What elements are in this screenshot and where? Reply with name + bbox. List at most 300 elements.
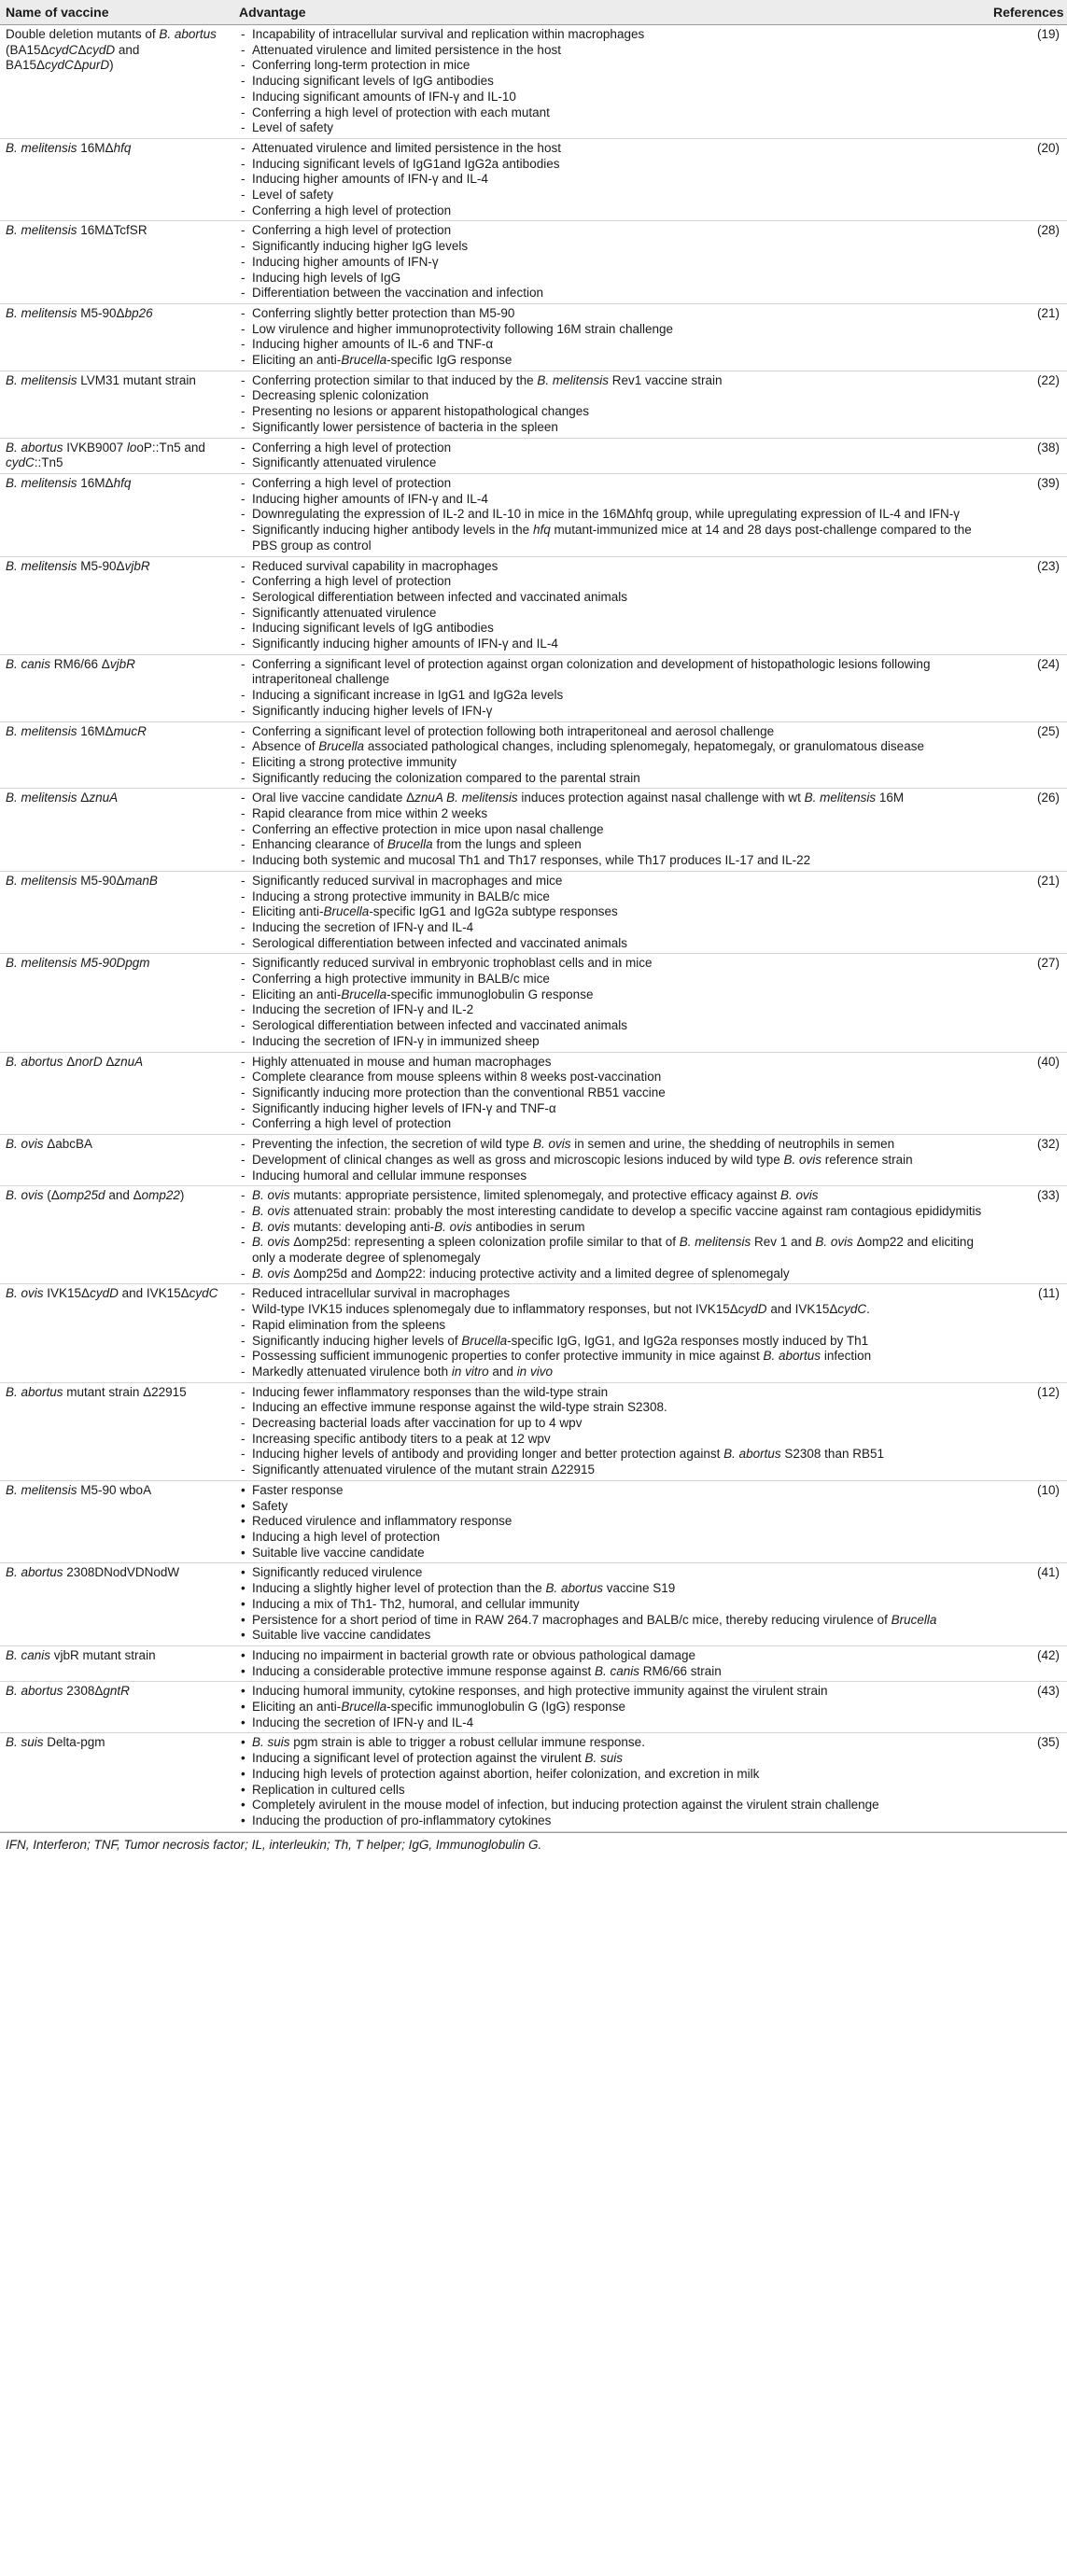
- text-run: Complete clearance from mouse spleens within 8 weeks post-vaccination: [252, 1070, 662, 1085]
- reference-cell: (23): [988, 556, 1067, 654]
- advantage-item: [241, 1767, 982, 1783]
- list-marker: -: [241, 1317, 246, 1332]
- text-run: Inducing fewer inflammatory responses than the wild-type strain: [252, 1384, 609, 1399]
- advantage-item: [241, 1267, 982, 1282]
- list-marker: -: [241, 203, 246, 217]
- list-marker: •: [241, 1545, 246, 1560]
- vaccine-name-cell: [0, 438, 233, 473]
- text-run: -specific immunoglobulin G (IgG) response: [386, 1700, 625, 1715]
- text-run: Significantly lower persistence of bacteria in the spleen: [252, 419, 558, 434]
- reference-cell: (27): [988, 954, 1067, 1052]
- italic-text: B. ovis: [783, 1152, 822, 1167]
- italic-text: gntR: [103, 1684, 130, 1699]
- text-run: Significantly inducing more protection than the conventional RB51 vaccine: [252, 1085, 666, 1099]
- italic-text: B. ovis: [532, 1137, 571, 1152]
- table-row: [0, 1186, 1067, 1284]
- text-run: vaccine S19: [603, 1581, 676, 1596]
- text-run: Decreasing bacterial loads after vaccination for up to 4 wpv: [252, 1416, 583, 1431]
- text-run: Inducing a significant level of protection against the virulent: [252, 1751, 585, 1766]
- italic-text: B. melitensis: [6, 305, 77, 320]
- list-marker: -: [241, 305, 246, 320]
- text-run: ): [179, 1188, 185, 1203]
- list-marker: •: [241, 1798, 246, 1813]
- text-run: -specific IgG1 and IgG2a subtype responses: [369, 904, 618, 919]
- list-marker: -: [241, 1188, 246, 1203]
- italic-text: cydC: [189, 1286, 218, 1301]
- text-run: M5-90Δ: [77, 305, 125, 320]
- advantage-cell: [233, 473, 988, 556]
- advantage-item: [241, 853, 982, 869]
- italic-text: B. ovis: [815, 1235, 853, 1250]
- italic-text: cydC: [49, 42, 78, 57]
- text-run: Suitable live vaccine candidates: [252, 1628, 431, 1643]
- advantage-cell: [233, 221, 988, 304]
- table-row: [0, 438, 1067, 473]
- advantage-item: [241, 1334, 982, 1350]
- advantage-item: [241, 388, 982, 404]
- advantage-item: [241, 353, 982, 369]
- advantage-item: [241, 441, 982, 456]
- advantage-cell: [233, 721, 988, 789]
- advantage-cell: [233, 1052, 988, 1135]
- text-run: Inducing both systemic and mucosal Th1 and Th17 responses, while Th17 produces IL-17 and IL-22: [252, 853, 811, 868]
- italic-text: B. abortus: [159, 27, 217, 41]
- italic-text: B. abortus: [6, 440, 63, 455]
- list-marker: -: [241, 1286, 246, 1301]
- advantage-item: [241, 1070, 982, 1085]
- list-marker: -: [241, 558, 246, 573]
- advantage-item: [241, 476, 982, 492]
- text-run: Significantly reducing the colonization compared to the parental strain: [252, 770, 640, 785]
- text-run: Rev 1 and: [751, 1235, 816, 1250]
- list-marker: -: [241, 188, 246, 203]
- list-marker: -: [241, 889, 246, 903]
- text-run: Significantly inducing higher levels of: [252, 1333, 462, 1348]
- italic-text: B. suis: [252, 1735, 290, 1750]
- text-run: induces protection against nasal challenge with wt: [517, 791, 805, 805]
- text-run: Rapid elimination from the spleens: [252, 1317, 446, 1332]
- list-marker: -: [241, 42, 246, 57]
- table-row: [0, 1135, 1067, 1186]
- italic-text: B. abortus: [6, 1384, 63, 1399]
- text-run: associated pathological changes, including splenomegaly, hepatomegaly, or granulomatous disease: [364, 739, 924, 754]
- text-run: Inducing a significant increase in IgG1 and IgG2a levels: [252, 688, 564, 703]
- advantage-item: [241, 1648, 982, 1664]
- advantage-item: [241, 306, 982, 322]
- text-run: Eliciting an anti-: [252, 1700, 342, 1715]
- list-marker: -: [241, 120, 246, 135]
- advantage-item: [241, 1715, 982, 1731]
- advantage-item: [241, 1416, 982, 1432]
- advantage-item: [241, 1664, 982, 1680]
- advantage-item: [241, 904, 982, 920]
- text-run: Serological differentiation between infected and vaccinated animals: [252, 1018, 628, 1033]
- advantage-cell: [233, 1563, 988, 1646]
- text-run: mutant strain Δ22915: [63, 1384, 187, 1399]
- table-row: [0, 221, 1067, 304]
- list-marker: -: [241, 806, 246, 821]
- list-marker: -: [241, 621, 246, 636]
- list-marker: -: [241, 140, 246, 155]
- italic-text: B. abortus: [6, 1684, 63, 1699]
- advantage-cell: [233, 371, 988, 438]
- italic-text: omp22: [141, 1188, 180, 1203]
- reference-cell: (32): [988, 1135, 1067, 1186]
- advantage-cell: [233, 654, 988, 721]
- advantage-item: [241, 621, 982, 637]
- text-run: Enhancing clearance of: [252, 837, 387, 852]
- italic-text: znuA B. melitensis: [414, 791, 518, 805]
- italic-text: manB: [124, 873, 158, 888]
- list-marker: -: [241, 1168, 246, 1183]
- italic-text: B. ovis: [252, 1235, 290, 1250]
- italic-text: hfq: [113, 140, 132, 155]
- vaccine-name-cell: [0, 1382, 233, 1480]
- text-run: and Δ: [105, 1188, 142, 1203]
- vaccine-name-cell: [0, 654, 233, 721]
- list-marker: •: [241, 1565, 246, 1580]
- text-run: 16MΔ: [77, 723, 114, 738]
- vaccine-name-cell: [0, 1284, 233, 1382]
- text-run: -specific IgG response: [386, 353, 512, 368]
- table-row: [0, 556, 1067, 654]
- text-run: (Δ: [43, 1188, 60, 1203]
- list-marker: -: [241, 239, 246, 254]
- text-run: 2308DNodVDNodW: [63, 1565, 180, 1580]
- advantage-item: [241, 141, 982, 157]
- list-marker: -: [241, 1384, 246, 1399]
- advantage-item: [241, 920, 982, 936]
- advantage-item: [241, 373, 982, 389]
- advantage-item: [241, 1483, 982, 1499]
- text-run: Inducing higher amounts of IFN-γ and IL-4: [252, 491, 488, 506]
- advantage-item: [241, 172, 982, 188]
- italic-text: B. ovis: [6, 1137, 44, 1152]
- list-marker: -: [241, 1266, 246, 1281]
- list-marker: -: [241, 353, 246, 368]
- advantage-cell: [233, 871, 988, 954]
- text-run: Inducing significant levels of IgG antibodies: [252, 74, 494, 89]
- text-run: and IVK15Δ: [118, 1286, 190, 1301]
- italic-text: lo: [126, 440, 137, 455]
- list-marker: -: [241, 1333, 246, 1348]
- list-marker: -: [241, 1085, 246, 1099]
- list-marker: -: [241, 1416, 246, 1431]
- text-run: Eliciting anti-: [252, 904, 324, 919]
- text-run: Inducing humoral and cellular immune responses: [252, 1168, 527, 1183]
- list-marker: -: [241, 1070, 246, 1085]
- text-run: .: [866, 1302, 870, 1317]
- list-marker: •: [241, 1715, 246, 1729]
- advantage-item: [241, 271, 982, 287]
- vaccine-name-cell: [0, 1733, 233, 1831]
- table-row: [0, 1645, 1067, 1681]
- advantage-item: [241, 239, 982, 255]
- list-marker: -: [241, 1219, 246, 1234]
- text-run: Rev1 vaccine strain: [608, 372, 723, 387]
- list-marker: -: [241, 688, 246, 703]
- text-run: Highly attenuated in mouse and human macrophages: [252, 1054, 552, 1069]
- text-run: Inducing higher amounts of IFN-γ and IL-4: [252, 172, 488, 187]
- list-marker: -: [241, 1349, 246, 1364]
- reference-cell: (21): [988, 303, 1067, 371]
- list-marker: -: [241, 1400, 246, 1415]
- table-row: [0, 473, 1067, 556]
- list-marker: -: [241, 1002, 246, 1017]
- advantage-cell: [233, 303, 988, 371]
- text-run: and IVK15Δ: [766, 1302, 838, 1317]
- vaccine-name-cell: [0, 1563, 233, 1646]
- list-marker: -: [241, 605, 246, 620]
- reference-cell: (21): [988, 871, 1067, 954]
- table-row: [0, 1052, 1067, 1135]
- table-row: [0, 1563, 1067, 1646]
- text-run: Eliciting an anti-: [252, 987, 342, 1001]
- text-run: Differentiation between the vaccination and infection: [252, 286, 543, 301]
- text-run: Presenting no lesions or apparent histopathological changes: [252, 404, 589, 419]
- italic-text: B. melitensis: [6, 475, 77, 490]
- italic-text: cydC: [6, 455, 35, 470]
- advantage-item: [241, 606, 982, 622]
- table-row: [0, 371, 1067, 438]
- list-marker: -: [241, 1116, 246, 1131]
- text-run: Serological differentiation between infected and vaccinated animals: [252, 589, 628, 604]
- advantage-item: [241, 1565, 982, 1581]
- italic-text: B. ovis: [252, 1188, 290, 1203]
- advantage-item: [241, 1597, 982, 1613]
- text-run: Increasing specific antibody titers to a peak at 12 wpv: [252, 1431, 551, 1446]
- reference-cell: (12): [988, 1382, 1067, 1480]
- reference-cell: (10): [988, 1480, 1067, 1563]
- italic-text: B. abortus: [545, 1581, 603, 1596]
- advantage-item: [241, 203, 982, 219]
- text-run: Incapability of intracellular survival and replication within macrophages: [252, 27, 645, 41]
- text-run: attenuated strain: probably the most interesting candidate to develop a specific vaccine against ram contagious epididymitis: [289, 1203, 982, 1218]
- list-marker: -: [241, 935, 246, 950]
- list-marker: -: [241, 523, 246, 538]
- advantage-item: [241, 492, 982, 508]
- table-row: [0, 303, 1067, 371]
- advantage-item: [241, 105, 982, 121]
- advantage-item: [241, 1751, 982, 1767]
- vaccine-name-cell: [0, 1682, 233, 1733]
- text-run: M5-90Δ: [77, 558, 125, 573]
- advantage-cell: [233, 1382, 988, 1480]
- advantage-item: [241, 704, 982, 720]
- italic-text: cydC: [837, 1302, 867, 1317]
- advantage-item: [241, 1385, 982, 1401]
- italic-text: cydD: [90, 1286, 119, 1301]
- text-run: antibodies in serum: [471, 1219, 585, 1234]
- list-marker: •: [241, 1514, 246, 1529]
- italic-text: hfq: [532, 523, 551, 538]
- text-run: Inducing high levels of protection against abortion, heifer colonization, and excretion in milk: [252, 1766, 760, 1781]
- text-run: Significantly attenuated virulence: [252, 605, 437, 620]
- text-run: Rapid clearance from mice within 2 weeks: [252, 806, 488, 821]
- italic-text: Brucella: [461, 1333, 508, 1348]
- text-run: Persistence for a short period of time in RAW 264.7 macrophages and BALB/c mice, thereby reducing virulence of: [252, 1612, 892, 1627]
- text-run: Inducing the secretion of IFN-γ and IL-4: [252, 1715, 474, 1729]
- italic-text: Brucella: [386, 837, 433, 852]
- advantage-item: [241, 956, 982, 972]
- list-marker: -: [241, 419, 246, 434]
- italic-text: B. melitensis M5-90Dpgm: [6, 956, 150, 971]
- list-marker: -: [241, 1152, 246, 1167]
- text-run: mutants: developing anti-: [289, 1219, 435, 1234]
- italic-text: B. melitensis: [6, 372, 77, 387]
- advantage-item: [241, 90, 982, 105]
- text-run: Inducing a slightly higher level of protection than the: [252, 1581, 546, 1596]
- advantage-item: [241, 1581, 982, 1597]
- list-marker: -: [241, 723, 246, 738]
- table-row: [0, 721, 1067, 789]
- advantage-item: [241, 1613, 982, 1629]
- list-marker: -: [241, 703, 246, 718]
- text-run: Inducing higher levels of antibody and providing longer and better protection against: [252, 1447, 724, 1462]
- list-marker: -: [241, 770, 246, 785]
- text-run: Conferring a high level of protection: [252, 203, 452, 217]
- list-marker: -: [241, 1054, 246, 1069]
- text-run: Decreasing splenic colonization: [252, 388, 429, 403]
- vaccine-name-cell: [0, 1645, 233, 1681]
- text-run: Δomp25d and Δomp22: inducing protective activity and a limited degree of splenomegaly: [289, 1266, 790, 1281]
- text-run: Conferring long-term protection in mice: [252, 58, 470, 73]
- advantage-item: [241, 286, 982, 301]
- text-run: RM6/66 strain: [639, 1663, 722, 1678]
- text-run: oP::Tn5 and: [136, 440, 205, 455]
- text-run: Development of clinical changes as well as gross and microscopic lesions induced by wild type: [252, 1152, 784, 1167]
- list-marker: •: [241, 1647, 246, 1662]
- italic-text: bp26: [124, 305, 153, 320]
- text-run: Significantly reduced survival in macrophages and mice: [252, 873, 563, 888]
- text-run: Inducing a high level of protection: [252, 1529, 441, 1544]
- advantage-cell: [233, 138, 988, 221]
- reference-cell: (42): [988, 1645, 1067, 1681]
- text-run: Safety: [252, 1498, 288, 1513]
- text-run: Downregulating the expression of IL-2 and IL-10 in mice in the 16MΔhfq group, while upregulating expression of IL-4 and IFN-γ: [252, 507, 960, 522]
- italic-text: B. melitensis: [6, 558, 77, 573]
- list-marker: -: [241, 754, 246, 769]
- advantage-item: [241, 1235, 982, 1266]
- text-run: Inducing higher amounts of IFN-γ: [252, 254, 439, 269]
- text-run: Conferring a significant level of protection against organ colonization and development of histopathologic lesions following intraperitoneal challenge: [252, 656, 931, 687]
- list-marker: -: [241, 404, 246, 419]
- text-run: Inducing significant amounts of IFN-γ and IL-10: [252, 89, 516, 104]
- list-marker: -: [241, 919, 246, 934]
- italic-text: Brucella: [891, 1612, 937, 1627]
- italic-text: B. ovis: [252, 1266, 290, 1281]
- text-run: Inducing no impairment in bacterial growth rate or obvious pathological damage: [252, 1647, 696, 1662]
- text-run: and: [488, 1364, 517, 1379]
- list-marker: -: [241, 321, 246, 336]
- table-footnote: IFN, Interferon; TNF, Tumor necrosis factor; IL, interleukin; Th, T helper; IgG, Immunoglobulin G.: [0, 1832, 1067, 1856]
- text-run: Eliciting a strong protective immunity: [252, 754, 457, 769]
- list-marker: •: [241, 1529, 246, 1544]
- list-marker: -: [241, 27, 246, 41]
- advantage-item: [241, 74, 982, 90]
- advantage-item: [241, 1514, 982, 1530]
- text-run: Conferring a high level of protection: [252, 475, 452, 490]
- list-marker: -: [241, 589, 246, 604]
- text-run: Inducing the production of pro-inflammatory cytokines: [252, 1813, 552, 1827]
- table-body: [0, 25, 1067, 1832]
- list-marker: •: [241, 1663, 246, 1678]
- advantage-item: [241, 455, 982, 471]
- vaccine-name-cell: [0, 871, 233, 954]
- text-run: Attenuated virulence and limited persistence in the host: [252, 42, 561, 57]
- advantage-item: [241, 987, 982, 1003]
- advantage-item: [241, 590, 982, 606]
- advantage-cell: [233, 1682, 988, 1733]
- reference-cell: (39): [988, 473, 1067, 556]
- text-run: (BA15Δ: [6, 42, 49, 57]
- text-run: Significantly inducing higher levels of IFN-γ: [252, 703, 493, 718]
- text-run: mutants: appropriate persistence, limited splenomegaly, and protective efficacy against: [289, 1188, 781, 1203]
- text-run: Reduced survival capability in macrophages: [252, 558, 498, 573]
- text-run: Conferring slightly better protection than M5-90: [252, 305, 515, 320]
- text-run: Reduced intracellular survival in macrophages: [252, 1286, 511, 1301]
- advantage-item: [241, 507, 982, 523]
- italic-text: B. abortus: [763, 1349, 821, 1364]
- list-marker: -: [241, 1463, 246, 1477]
- text-run: M5-90 wboA: [77, 1482, 152, 1497]
- text-run: vjbR mutant strain: [50, 1647, 156, 1662]
- text-run: Replication in cultured cells: [252, 1782, 405, 1797]
- text-run: in semen and urine, the shedding of neutrophils in semen: [570, 1137, 895, 1152]
- reference-cell: (26): [988, 789, 1067, 872]
- italic-text: B. abortus: [6, 1054, 63, 1069]
- list-marker: •: [241, 1612, 246, 1627]
- text-run: IVKB9007: [63, 440, 127, 455]
- list-marker: -: [241, 337, 246, 352]
- italic-text: B. melitensis: [6, 140, 77, 155]
- advantage-item: [241, 1447, 982, 1463]
- vaccine-name-cell: [0, 1052, 233, 1135]
- text-run: Preventing the infection, the secretion of wild type: [252, 1137, 533, 1152]
- italic-text: znuA: [89, 791, 119, 805]
- list-marker: •: [241, 1498, 246, 1513]
- text-run: 16MΔTcfSR: [77, 223, 147, 238]
- vaccine-name-cell: [0, 371, 233, 438]
- list-marker: -: [241, 455, 246, 470]
- header-name-of-vaccine: Name of vaccine: [0, 0, 233, 25]
- advantage-item: [241, 1188, 982, 1204]
- list-marker: -: [241, 58, 246, 73]
- reference-cell: (35): [988, 1733, 1067, 1831]
- text-run: IVK15Δ: [43, 1286, 91, 1301]
- list-marker: -: [241, 74, 246, 89]
- text-run: Conferring a significant level of protection following both intraperitoneal and aerosol challenge: [252, 723, 775, 738]
- list-marker: -: [241, 904, 246, 919]
- advantage-cell: [233, 1135, 988, 1186]
- italic-text: cydD: [737, 1302, 767, 1317]
- advantage-item: [241, 1813, 982, 1829]
- advantage-item: [241, 1349, 982, 1365]
- text-run: Level of safety: [252, 120, 334, 135]
- list-marker: •: [241, 1628, 246, 1643]
- advantage-item: [241, 1400, 982, 1416]
- list-marker: -: [241, 637, 246, 651]
- text-run: Double deletion mutants of: [6, 27, 160, 41]
- advantage-item: [241, 255, 982, 271]
- text-run: Inducing the secretion of IFN-γ in immunized sheep: [252, 1033, 540, 1048]
- text-run: Significantly inducing higher antibody levels in the: [252, 523, 533, 538]
- italic-text: B. ovis: [252, 1203, 290, 1218]
- advantage-item: [241, 1318, 982, 1334]
- vaccine-name-cell: [0, 25, 233, 139]
- text-run: Inducing an effective immune response against the wild-type strain S2308.: [252, 1400, 667, 1415]
- reference-cell: (24): [988, 654, 1067, 721]
